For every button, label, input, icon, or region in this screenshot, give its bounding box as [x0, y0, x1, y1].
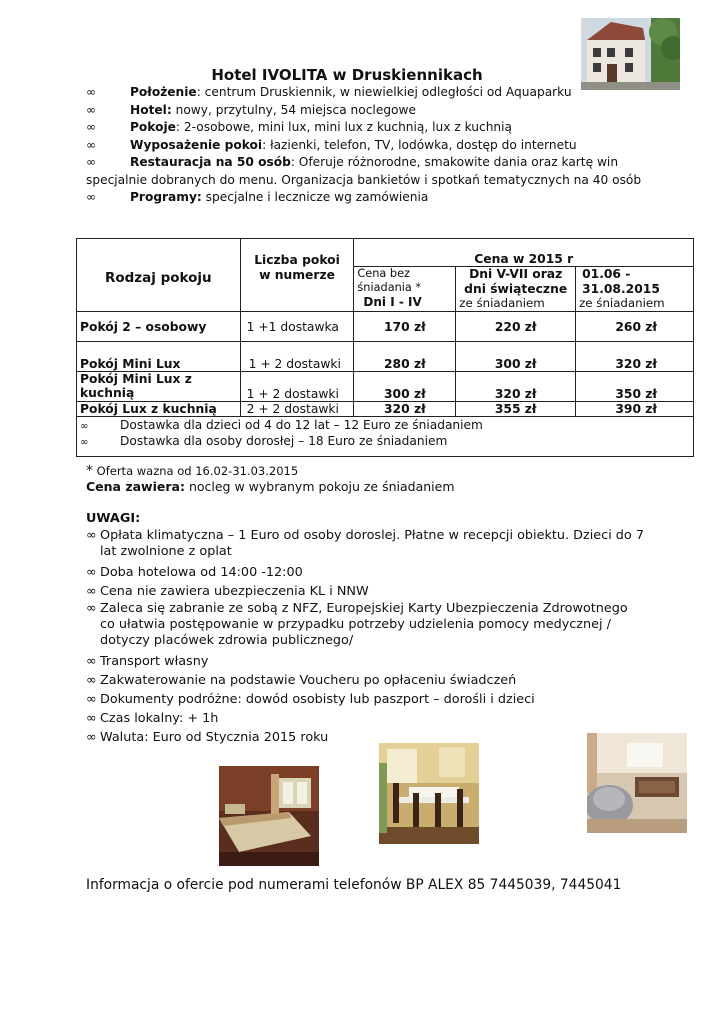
price-no-breakfast: 280 zł: [354, 342, 456, 372]
infinity-bullet-icon: ∞: [86, 654, 97, 669]
infinity-bullet-icon: ∞: [86, 137, 97, 152]
header-room-type: Rodzaj pokoju: [77, 239, 241, 312]
feature-item: [86, 102, 646, 120]
remarks-section: [86, 509, 646, 747]
remark-item: [86, 652, 646, 671]
feature-item: [86, 119, 646, 137]
feature-item: [86, 137, 646, 155]
price-summer: 320 zł: [576, 342, 694, 372]
room-count: 1 +1 dostawka: [240, 312, 354, 342]
remark-item: [86, 528, 646, 560]
header-price-no-breakfast: [354, 267, 456, 312]
remark-item: [86, 601, 646, 649]
includes-label: Cena zawiera:: [86, 479, 185, 494]
note-text: Dostawka dla osoby dorosłej – 18 Euro ze śniadaniem: [120, 434, 448, 448]
infinity-bullet-icon: ∞: [86, 673, 97, 688]
price-summer: 350 zł: [576, 372, 694, 402]
remark-item: [86, 709, 646, 728]
header-col1-days: Dni I - IV: [363, 295, 422, 309]
remark-text: Cena nie zawiera ubezpieczenia KL i NNW: [100, 584, 369, 599]
header-room-count: Liczba pokoi w numerze: [240, 239, 354, 312]
hotel-features-list: [86, 84, 646, 207]
contact-footer: Informacja o ofercie pod numerami telefonów BP ALEX 85 7445039, 7445041: [86, 877, 622, 893]
infinity-bullet-icon: ∞: [80, 421, 89, 432]
room-type: Pokój Mini Lux z kuchnią: [77, 372, 241, 402]
feature-text: : Oferuje różnorodne, smakowite dania oraz kartę win specjalnie dobranych do menu. Organizacja bankietów i spotkań tematycznych na 40 osób: [86, 155, 642, 187]
remark-text: Doba hotelowa od 14:00 -12:00: [100, 565, 303, 580]
header-price-weekend: [456, 267, 576, 312]
feature-label: Wyposażenie pokoi: [130, 137, 263, 152]
remark-item: [86, 671, 646, 690]
includes-text: nocleg w wybranym pokoju ze śniadaniem: [184, 479, 455, 494]
infinity-bullet-icon: ∞: [86, 711, 97, 726]
offer-validity-note: [86, 463, 298, 479]
header-price-summer: [576, 267, 694, 312]
infinity-bullet-icon: ∞: [86, 85, 97, 99]
price-no-breakfast: 300 zł: [354, 372, 456, 402]
infinity-bullet-icon: ∞: [86, 584, 97, 599]
infinity-bullet-icon: ∞: [86, 528, 97, 543]
room-type: Pokój 2 – osobowy: [77, 312, 241, 342]
table-row: [77, 312, 694, 342]
remark-text: Dokumenty podróżne: dowód osobisty lub paszport – dorośli i dzieci: [100, 692, 535, 707]
header-col2-label: ze śniadaniem: [459, 296, 545, 310]
feature-label: Hotel:: [130, 102, 172, 117]
feature-label: Programy:: [130, 190, 202, 204]
price-summer: 260 zł: [576, 312, 694, 342]
room-count: 1 + 2 dostawki: [240, 372, 354, 402]
feature-label: Położenie: [130, 85, 197, 99]
table-notes: [77, 417, 694, 457]
remark-text: Zakwaterowanie na podstawie Voucheru po opłaceniu świadczeń: [100, 673, 517, 688]
header-price-2015: Cena w 2015 r: [354, 239, 694, 267]
infinity-bullet-icon: ∞: [86, 730, 97, 745]
feature-text: : centrum Druskiennik, w niewielkiej odległości od Aquaparku: [196, 85, 572, 99]
infinity-bullet-icon: ∞: [86, 692, 97, 707]
remark-item: [86, 582, 646, 601]
header-col3-label: ze śniadaniem: [579, 296, 665, 310]
price-summer: 390 zł: [576, 402, 694, 417]
feature-text: specjalne i lecznicze wg zamówienia: [201, 190, 429, 204]
price-includes: [86, 479, 455, 494]
feature-label: Restauracja na 50 osób: [130, 155, 291, 169]
lounge-photo: [587, 733, 687, 833]
note-text: Dostawka dla dzieci od 4 do 12 lat – 12 Euro ze śniadaniem: [120, 418, 483, 432]
price-weekend: 320 zł: [456, 372, 576, 402]
feature-text: : łazienki, telefon, TV, lodówka, dostęp do internetu: [262, 137, 577, 152]
infinity-bullet-icon: ∞: [86, 565, 97, 580]
price-weekend: 355 zł: [456, 402, 576, 417]
page-title: Hotel IVOLITA w Druskiennikach: [211, 66, 483, 84]
remark-item: [86, 728, 646, 747]
remark-text: Transport własny: [100, 654, 209, 669]
infinity-bullet-icon: ∞: [86, 601, 97, 616]
bedroom-photo: [219, 766, 319, 866]
feature-text: nowy, przytulny, 54 miejsca noclegowe: [171, 102, 416, 117]
feature-text: : 2-osobowe, mini lux, mini lux z kuchnią, lux z kuchnią: [175, 120, 512, 134]
feature-item: [86, 84, 646, 102]
table-row: [77, 402, 694, 417]
room-count: 2 + 2 dostawki: [240, 402, 354, 417]
infinity-bullet-icon: ∞: [86, 155, 97, 169]
table-row: [77, 342, 694, 372]
remarks-title: UWAGI:: [86, 511, 141, 526]
offer-star: *: [86, 463, 93, 479]
remark-text: Zaleca się zabranie ze sobą z NFZ, Europejskiej Karty Ubezpieczenia Zdrowotnego co ułatwia postępowanie w przypadku potrzeby udzielenia pomocy medycznej / dotyczy placówek zdrowia publicznego/: [100, 601, 628, 648]
room-count: 1 + 2 dostawki: [240, 342, 354, 372]
header-col3-dates: 01.06 - 31.08.2015: [582, 267, 660, 296]
remark-text: Waluta: Euro od Stycznia 2015 roku: [100, 730, 329, 745]
remark-text: Opłata klimatyczna – 1 Euro od osoby doroslej. Płatne w recepcji obiektu. Dzieci do 7 lat zwolnione z oplat: [100, 528, 644, 559]
infinity-bullet-icon: ∞: [86, 190, 97, 204]
room-type: Pokój Mini Lux: [77, 342, 241, 372]
remark-text: Czas lokalny: + 1h: [100, 711, 219, 726]
remark-item: [86, 690, 646, 709]
infinity-bullet-icon: ∞: [86, 102, 97, 117]
remark-item: [86, 563, 646, 582]
note-item: [80, 418, 690, 434]
offer-note-text: Oferta wazna od 16.02-31.03.2015: [93, 464, 299, 478]
price-no-breakfast: 320 zł: [354, 402, 456, 417]
price-table: [76, 238, 694, 457]
feature-label: Pokoje: [130, 120, 176, 134]
price-weekend: 300 zł: [456, 342, 576, 372]
header-col1-label: Cena bez śniadania *: [357, 267, 422, 294]
feature-item: [86, 154, 646, 189]
restaurant-photo: [379, 743, 479, 844]
table-row: [77, 372, 694, 402]
room-type: Pokój Lux z kuchnią: [77, 402, 241, 417]
price-no-breakfast: 170 zł: [354, 312, 456, 342]
price-weekend: 220 zł: [456, 312, 576, 342]
note-item: [80, 434, 690, 450]
infinity-bullet-icon: ∞: [80, 437, 89, 448]
infinity-bullet-icon: ∞: [86, 120, 97, 134]
header-col2-days: Dni V-VII oraz dni świąteczne: [464, 267, 568, 296]
feature-item: [86, 189, 646, 207]
